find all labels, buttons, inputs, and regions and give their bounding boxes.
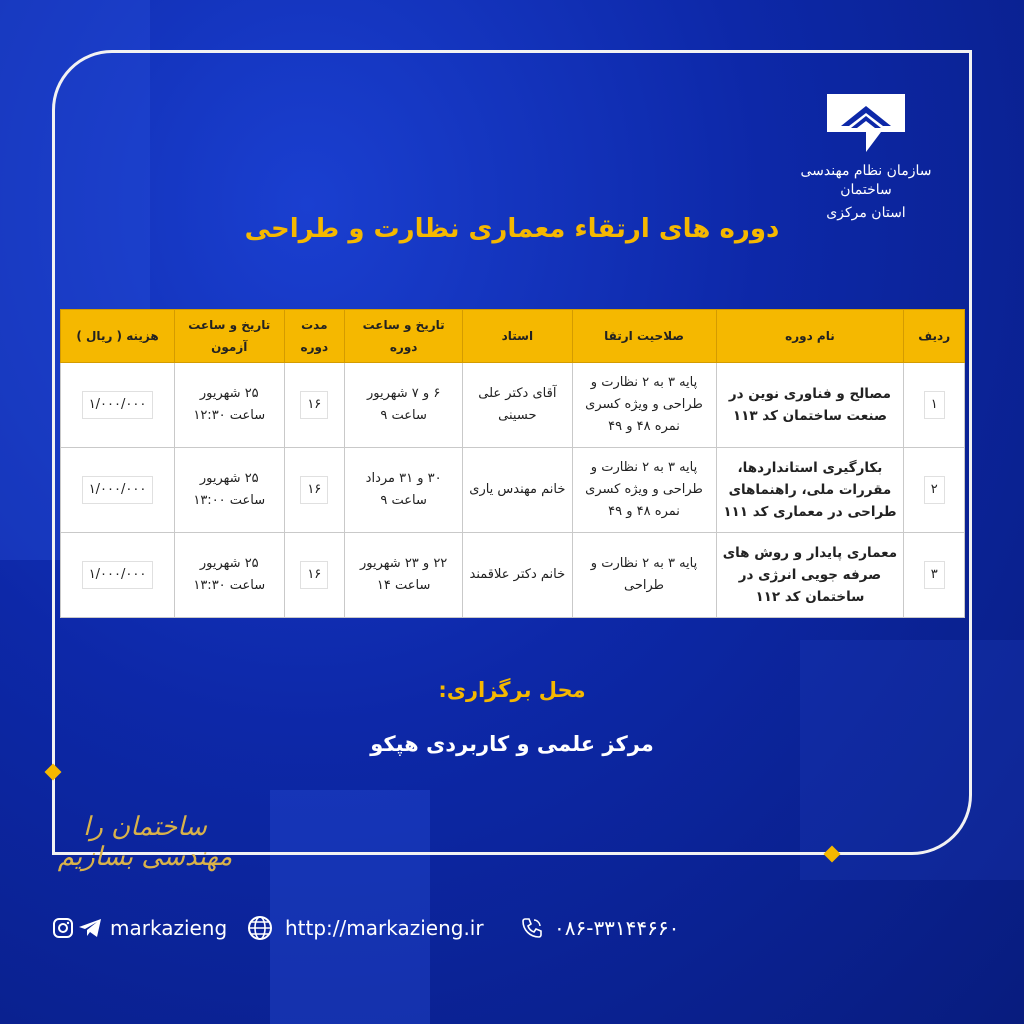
venue-label: محل برگزاری:: [438, 678, 586, 702]
footer-phone: [520, 912, 679, 944]
phone-number[interactable]: ۰۸۶-۳۳۱۴۴۶۶۰: [554, 916, 680, 940]
footer-website: [247, 912, 484, 944]
cell-qualification: پایه ۳ به ۲ نظارت و طراحی و ویژه کسری نمره ۴۸ و ۴۹: [572, 363, 716, 448]
cell-course-date: [345, 533, 463, 618]
instagram-icon[interactable]: [52, 917, 74, 939]
cell-instructor: آقای دکتر علی حسینی: [463, 363, 572, 448]
header-exam-date: تاریخ و ساعت آزمون: [175, 310, 284, 363]
cell-duration: ۱۶: [284, 533, 345, 618]
table-row: [61, 448, 965, 533]
header-qualification: صلاحیت ارتقا: [572, 310, 716, 363]
course-time: ساعت ۹: [380, 493, 427, 508]
organization-logo: [796, 92, 936, 223]
slogan-calligraphy: ساختمان را مهندسی بسازیم: [57, 812, 233, 872]
cell-fee: ۱/۰۰۰/۰۰۰: [61, 448, 175, 533]
cell-qualification: پایه ۳ به ۲ نظارت و طراحی: [572, 533, 716, 618]
cell-fee: ۱/۰۰۰/۰۰۰: [61, 533, 175, 618]
phone-icon: [520, 916, 544, 940]
globe-icon: [247, 915, 273, 941]
telegram-icon[interactable]: [78, 917, 102, 939]
cell-instructor: خانم دکتر علاقمند: [463, 533, 572, 618]
cell-row-number: ۲: [904, 448, 965, 533]
course-date: ۳۰ و ۳۱ مرداد: [365, 471, 442, 486]
cell-row-number: ۱: [904, 363, 965, 448]
course-time: ساعت ۱۴: [376, 578, 431, 593]
exam-time: ساعت ۱۲:۳۰: [193, 408, 266, 423]
header-duration: مدت دوره: [284, 310, 345, 363]
cell-duration: ۱۶: [284, 363, 345, 448]
header-fee: هزینه ( ریال ): [61, 310, 175, 363]
exam-time: ساعت ۱۳:۰۰: [193, 493, 266, 508]
table-header-row: [61, 310, 965, 363]
exam-time: ساعت ۱۳:۳۰: [193, 578, 266, 593]
header-row-number: ردیف: [904, 310, 965, 363]
courses-table: [60, 309, 965, 618]
logo-mark-icon: [823, 92, 909, 158]
logo-text-line2: استان مرکزی: [826, 205, 906, 221]
venue-name: مرکز علمی و کاربردی هپکو: [370, 732, 654, 756]
cell-exam-date: [175, 363, 284, 448]
header-course-date: تاریخ و ساعت دوره: [345, 310, 463, 363]
cell-fee: ۱/۰۰۰/۰۰۰: [61, 363, 175, 448]
cell-instructor: خانم مهندس یاری: [463, 448, 572, 533]
header-course-name: نام دوره: [716, 310, 904, 363]
exam-date: ۲۵ شهریور: [199, 471, 259, 486]
header-instructor: استاد: [463, 310, 572, 363]
exam-date: ۲۵ شهریور: [199, 556, 259, 571]
page-title: دوره های ارتقاء معماری نظارت و طراحی: [244, 214, 780, 244]
cell-row-number: ۳: [904, 533, 965, 618]
table-row: [61, 533, 965, 618]
cell-course-date: [345, 363, 463, 448]
logo-text-line1: سازمان نظام مهندسی ساختمان: [800, 163, 932, 198]
cell-exam-date: [175, 533, 284, 618]
exam-date: ۲۵ شهریور: [199, 386, 259, 401]
cell-course-name: معماری پایدار و روش های صرفه جویی انرژی در ساختمان کد ۱۱۲: [716, 533, 904, 618]
cell-exam-date: [175, 448, 284, 533]
footer-social: [52, 912, 227, 944]
cell-course-name: بکارگیری استانداردها، مقررات ملی، راهنماهای طراحی در معماری کد ۱۱۱: [716, 448, 904, 533]
cell-course-date: [345, 448, 463, 533]
cell-duration: ۱۶: [284, 448, 345, 533]
social-handle[interactable]: markazieng: [110, 916, 228, 940]
course-date: ۶ و ۷ شهریور: [366, 386, 441, 401]
cell-course-name: مصالح و فناوری نوین در صنعت ساختمان کد ۱۱۳: [716, 363, 904, 448]
course-time: ساعت ۹: [380, 408, 427, 423]
website-link[interactable]: http://markazieng.ir: [285, 916, 484, 940]
course-date: ۲۲ و ۲۳ شهریور: [360, 556, 448, 571]
table-row: [61, 363, 965, 448]
cell-qualification: پایه ۳ به ۲ نظارت و طراحی و ویژه کسری نمره ۴۸ و ۴۹: [572, 448, 716, 533]
